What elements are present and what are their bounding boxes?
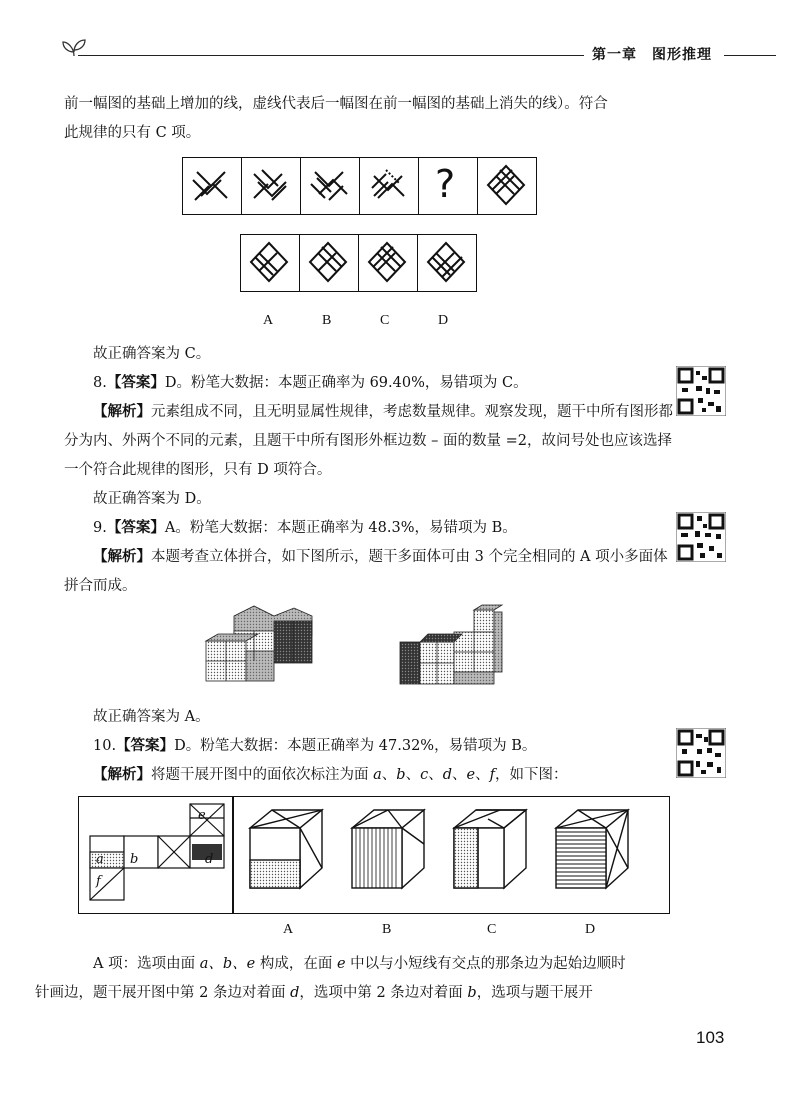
face-label: d: [290, 985, 300, 1001]
figure-box: [359, 157, 419, 215]
qr-code-icon[interactable]: [676, 366, 726, 416]
q8-conclusion: 故正确答案为 D。: [93, 491, 211, 507]
net-face-label: d: [205, 852, 214, 867]
text-run: ，选项中第 2 条边对着面: [299, 985, 468, 1001]
analysis-text: 将题干展开图中的面依次标注为面: [151, 767, 374, 783]
answer-text: D。粉笔大数据：本题正确率为 69.40%，易错项为 C。: [164, 375, 528, 391]
face-label: b: [467, 985, 477, 1001]
header-rule-right: [724, 55, 776, 56]
face-label: f: [489, 767, 495, 783]
option-cube: [448, 804, 532, 900]
option-figure-box: [417, 234, 477, 292]
option-label: C: [380, 313, 390, 328]
face-label: e: [336, 956, 346, 972]
option-a-explanation: [35, 950, 674, 1008]
q8-answer: [64, 369, 674, 398]
question-mark-box: [418, 157, 478, 215]
header-rule-left: [78, 55, 584, 56]
analysis-text: 元素组成不同，且无明显属性规律，考虑数量规律。观察发现，题干中所有图形都分为内、外两个不同的元素，且题干中所有图形外框边数 – 面的数量 =2，故问号处也应该选择一个符合此规律的图形，只有 D 项符合。: [64, 404, 673, 478]
face-label: e: [466, 767, 476, 783]
q7-conclusion: 故正确答案为 C。: [93, 346, 211, 362]
text-run: A 项：选项由面: [93, 956, 200, 972]
q10-answer: [64, 732, 674, 761]
text-run: 针画边，题干展开图中第 2 条边对着面: [35, 985, 291, 1001]
paragraph-line: 前一幅图的基础上增加的线，虚线代表后一幅图在前一幅图的基础上消失的线）。符合: [64, 96, 608, 112]
option-cube: [244, 804, 328, 900]
option-cube: [550, 804, 634, 900]
pattern-figure: [359, 235, 416, 290]
text-run: 构成，在面: [255, 956, 337, 972]
option-cube: [346, 804, 430, 900]
answer-tag: 【答案】: [106, 520, 165, 536]
pattern-figure: [300, 235, 357, 290]
q9-conclusion: 故正确答案为 A。: [93, 709, 210, 725]
face-label: b: [396, 767, 406, 783]
cube-assembly-figure: [204, 596, 334, 696]
question-number: 10.: [93, 738, 117, 754]
paragraph-continuation: [64, 90, 674, 148]
q9-analysis: [64, 543, 674, 601]
face-label: a: [373, 767, 382, 783]
answer-text: A。粉笔大数据：本题正确率为 48.3%，易错项为 B。: [164, 520, 517, 536]
answer-tag: 【答案】: [106, 375, 165, 391]
page-number: 103: [696, 1028, 725, 1047]
question-mark: ?: [435, 162, 456, 206]
option-label: D: [585, 922, 596, 937]
figure-box: [182, 157, 242, 215]
figure-box: [241, 157, 301, 215]
figure-box: [477, 157, 537, 215]
answer-text: D。粉笔大数据：本题正确率为 47.32%，易错项为 B。: [174, 738, 537, 754]
analysis-tag: 【解析】: [93, 549, 151, 565]
option-label: A: [283, 922, 294, 937]
face-label: d: [442, 767, 452, 783]
text-run: ，选项与题干展开: [476, 985, 593, 1001]
question-number: 8.: [93, 375, 107, 391]
q10-analysis: 【解析】将题干展开图中的面依次标注为面 a、b、c、d、e、f，如下图：: [93, 767, 568, 783]
text-run: 中以与小短线有交点的那条边为起始边顺时: [345, 956, 626, 972]
analysis-text: 本题考查立体拼合，如下图所示，题干多面体可由 3 个完全相同的 A 项小多面体拼合而成。: [64, 549, 668, 594]
pattern-figure: [242, 158, 299, 213]
option-label: C: [487, 922, 497, 937]
question-number: 9.: [93, 520, 107, 536]
pattern-figure: [418, 235, 475, 290]
net-face-label: e: [198, 808, 206, 823]
qr-code-icon[interactable]: [676, 512, 726, 562]
pattern-figure: [478, 158, 535, 213]
q9-answer: [64, 514, 674, 543]
option-label: B: [322, 313, 332, 328]
paragraph-line: 此规律的只有 C 项。: [64, 125, 201, 141]
pattern-figure: [183, 158, 240, 213]
pattern-figure: [360, 158, 417, 213]
pattern-figure: [241, 235, 298, 290]
chapter-title: 第一章 图形推理: [592, 47, 712, 63]
option-figure-box: [240, 234, 300, 292]
option-figure-box: [299, 234, 359, 292]
figure-box: [300, 157, 360, 215]
face-label: a、b、e: [199, 956, 256, 972]
option-figure-box: [358, 234, 418, 292]
analysis-tag: 【解析】: [93, 404, 151, 420]
option-label: A: [263, 313, 274, 328]
option-label: D: [438, 313, 449, 328]
net-face-label: b: [130, 852, 139, 867]
analysis-tag: 【解析】: [93, 767, 151, 783]
q10-figure-divider: [232, 796, 234, 914]
option-label: B: [382, 922, 392, 937]
answer-tag: 【答案】: [116, 738, 175, 754]
q8-analysis: [64, 398, 674, 485]
analysis-text: ，如下图：: [494, 767, 568, 783]
face-label: c: [420, 767, 429, 783]
qr-code-icon[interactable]: [676, 728, 726, 778]
pattern-figure: [301, 158, 358, 213]
net-face-label: f: [96, 874, 101, 889]
net-face-label: a: [96, 852, 104, 867]
cube-assembly-figure: [398, 604, 508, 694]
